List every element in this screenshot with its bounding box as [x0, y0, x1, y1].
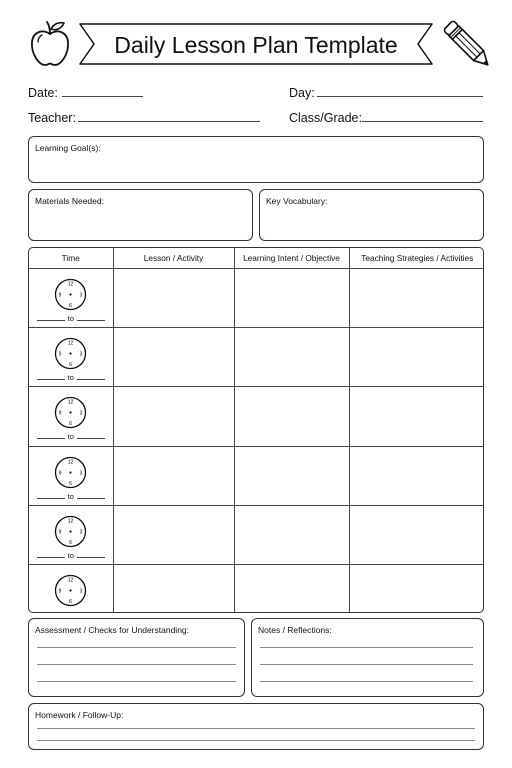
table-row [29, 565, 484, 612]
clock-number: 9 [58, 588, 62, 595]
clock-number: 6 [69, 302, 72, 309]
start-time-blank[interactable] [37, 493, 65, 499]
clock-number: 9 [58, 469, 62, 476]
learning-intent-cell[interactable] [234, 387, 349, 446]
end-time-blank[interactable] [77, 315, 105, 321]
start-time-blank[interactable] [37, 315, 65, 321]
end-time-blank[interactable] [77, 433, 105, 439]
table-row [29, 446, 484, 505]
end-time-blank[interactable] [77, 552, 105, 558]
homework-box[interactable] [28, 703, 484, 750]
clock-number: 12 [67, 340, 74, 347]
teaching-strategies-cell[interactable] [349, 268, 484, 327]
learning-intent-cell[interactable] [234, 327, 349, 386]
time-cell[interactable] [29, 505, 113, 564]
clock-number: 12 [67, 281, 74, 288]
clock-number: 9 [58, 410, 62, 417]
column-header-teaching-strategies: Teaching Strategies / Activities [349, 248, 484, 268]
start-time-blank[interactable] [37, 433, 65, 439]
learning-intent-cell[interactable] [234, 565, 349, 612]
learning-intent-cell[interactable] [234, 505, 349, 564]
assessment-box[interactable] [28, 618, 245, 697]
clock-number: 6 [69, 539, 72, 546]
writing-line [37, 728, 475, 729]
homework-label: Homework / Follow-Up: [35, 710, 124, 720]
time-range[interactable] [29, 492, 113, 502]
lesson-activity-cell[interactable] [113, 327, 234, 386]
lesson-schedule-table [28, 247, 484, 613]
time-separator: to [67, 550, 74, 560]
table-row [29, 327, 484, 386]
learning-intent-cell[interactable] [234, 446, 349, 505]
start-time-blank[interactable] [37, 374, 65, 380]
clock-number: 6 [69, 480, 72, 487]
clock-number: 6 [69, 421, 72, 428]
clock-icon [54, 278, 87, 311]
clock-number: 12 [67, 459, 74, 466]
time-range[interactable] [29, 314, 113, 324]
time-cell[interactable] [29, 565, 113, 612]
date-label: Date: [28, 86, 58, 100]
learning-intent-cell[interactable] [234, 268, 349, 327]
clock-icon [54, 396, 87, 429]
writing-line [260, 664, 473, 665]
clock-number: 6 [69, 599, 72, 606]
clock-number: 9 [58, 291, 62, 298]
learning-goals-box[interactable] [28, 136, 484, 183]
clock-number: 9 [58, 351, 62, 358]
teacher-label: Teacher: [28, 111, 76, 125]
teaching-strategies-cell[interactable] [349, 505, 484, 564]
time-separator: to [67, 491, 74, 501]
time-range[interactable] [29, 373, 113, 383]
time-separator: to [67, 313, 74, 323]
teacher-field[interactable] [78, 121, 260, 122]
table-row [29, 268, 484, 327]
key-vocabulary-box[interactable] [259, 189, 484, 241]
time-cell[interactable] [29, 268, 113, 327]
clock-number: 3 [79, 529, 83, 536]
time-range[interactable] [29, 551, 113, 561]
writing-line [37, 664, 236, 665]
teaching-strategies-cell[interactable] [349, 327, 484, 386]
assessment-label: Assessment / Checks for Understanding: [35, 625, 190, 635]
class-grade-field[interactable] [362, 121, 483, 122]
table-header-row [29, 248, 484, 268]
clock-number: 3 [79, 351, 83, 358]
clock-icon [54, 456, 87, 489]
clock-icon [54, 337, 87, 370]
clock-number: 3 [79, 588, 83, 595]
clock-number: 6 [69, 361, 72, 368]
time-cell[interactable] [29, 387, 113, 446]
pencil-icon [442, 18, 494, 72]
clock-icon [54, 574, 87, 607]
lesson-activity-cell[interactable] [113, 387, 234, 446]
clock-number: 12 [67, 518, 74, 525]
materials-needed-label: Materials Needed: [35, 196, 104, 206]
start-time-blank[interactable] [37, 552, 65, 558]
table-row [29, 387, 484, 446]
apple-icon [28, 20, 72, 68]
column-header-learning-intent: Learning Intent / Objective [234, 248, 349, 268]
writing-line [260, 681, 473, 682]
end-time-blank[interactable] [77, 374, 105, 380]
lesson-activity-cell[interactable] [113, 505, 234, 564]
clock-icon [54, 515, 87, 548]
column-header-time: Time [29, 248, 113, 268]
end-time-blank[interactable] [77, 493, 105, 499]
clock-number: 12 [67, 577, 74, 584]
time-separator: to [67, 432, 74, 442]
page-title: Daily Lesson Plan Template [114, 32, 398, 58]
teaching-strategies-cell[interactable] [349, 387, 484, 446]
key-vocabulary-label: Key Vocabulary: [266, 196, 328, 206]
day-label: Day: [289, 86, 315, 100]
column-header-lesson-activity: Lesson / Activity [113, 248, 234, 268]
notes-reflections-label: Notes / Reflections: [258, 625, 332, 635]
lesson-activity-cell[interactable] [113, 565, 234, 612]
time-separator: to [67, 372, 74, 382]
time-cell[interactable] [29, 446, 113, 505]
clock-number: 12 [67, 399, 74, 406]
clock-number: 3 [79, 410, 83, 417]
writing-line [37, 647, 236, 648]
teaching-strategies-cell[interactable] [349, 565, 484, 612]
clock-number: 9 [58, 529, 62, 536]
clock-number: 3 [79, 469, 83, 476]
lesson-activity-cell[interactable] [113, 268, 234, 327]
writing-line [37, 681, 236, 682]
materials-needed-box[interactable] [28, 189, 253, 241]
learning-goals-label: Learning Goal(s): [35, 143, 101, 153]
time-cell[interactable] [29, 327, 113, 386]
clock-number: 3 [79, 291, 83, 298]
teaching-strategies-cell[interactable] [349, 446, 484, 505]
class-grade-label: Class/Grade: [289, 111, 362, 125]
time-range[interactable] [29, 432, 113, 442]
writing-line [260, 647, 473, 648]
date-field[interactable] [62, 96, 143, 97]
writing-line [37, 740, 475, 741]
day-field[interactable] [317, 96, 483, 97]
lesson-activity-cell[interactable] [113, 446, 234, 505]
notes-reflections-box[interactable] [251, 618, 484, 697]
table-row [29, 505, 484, 564]
